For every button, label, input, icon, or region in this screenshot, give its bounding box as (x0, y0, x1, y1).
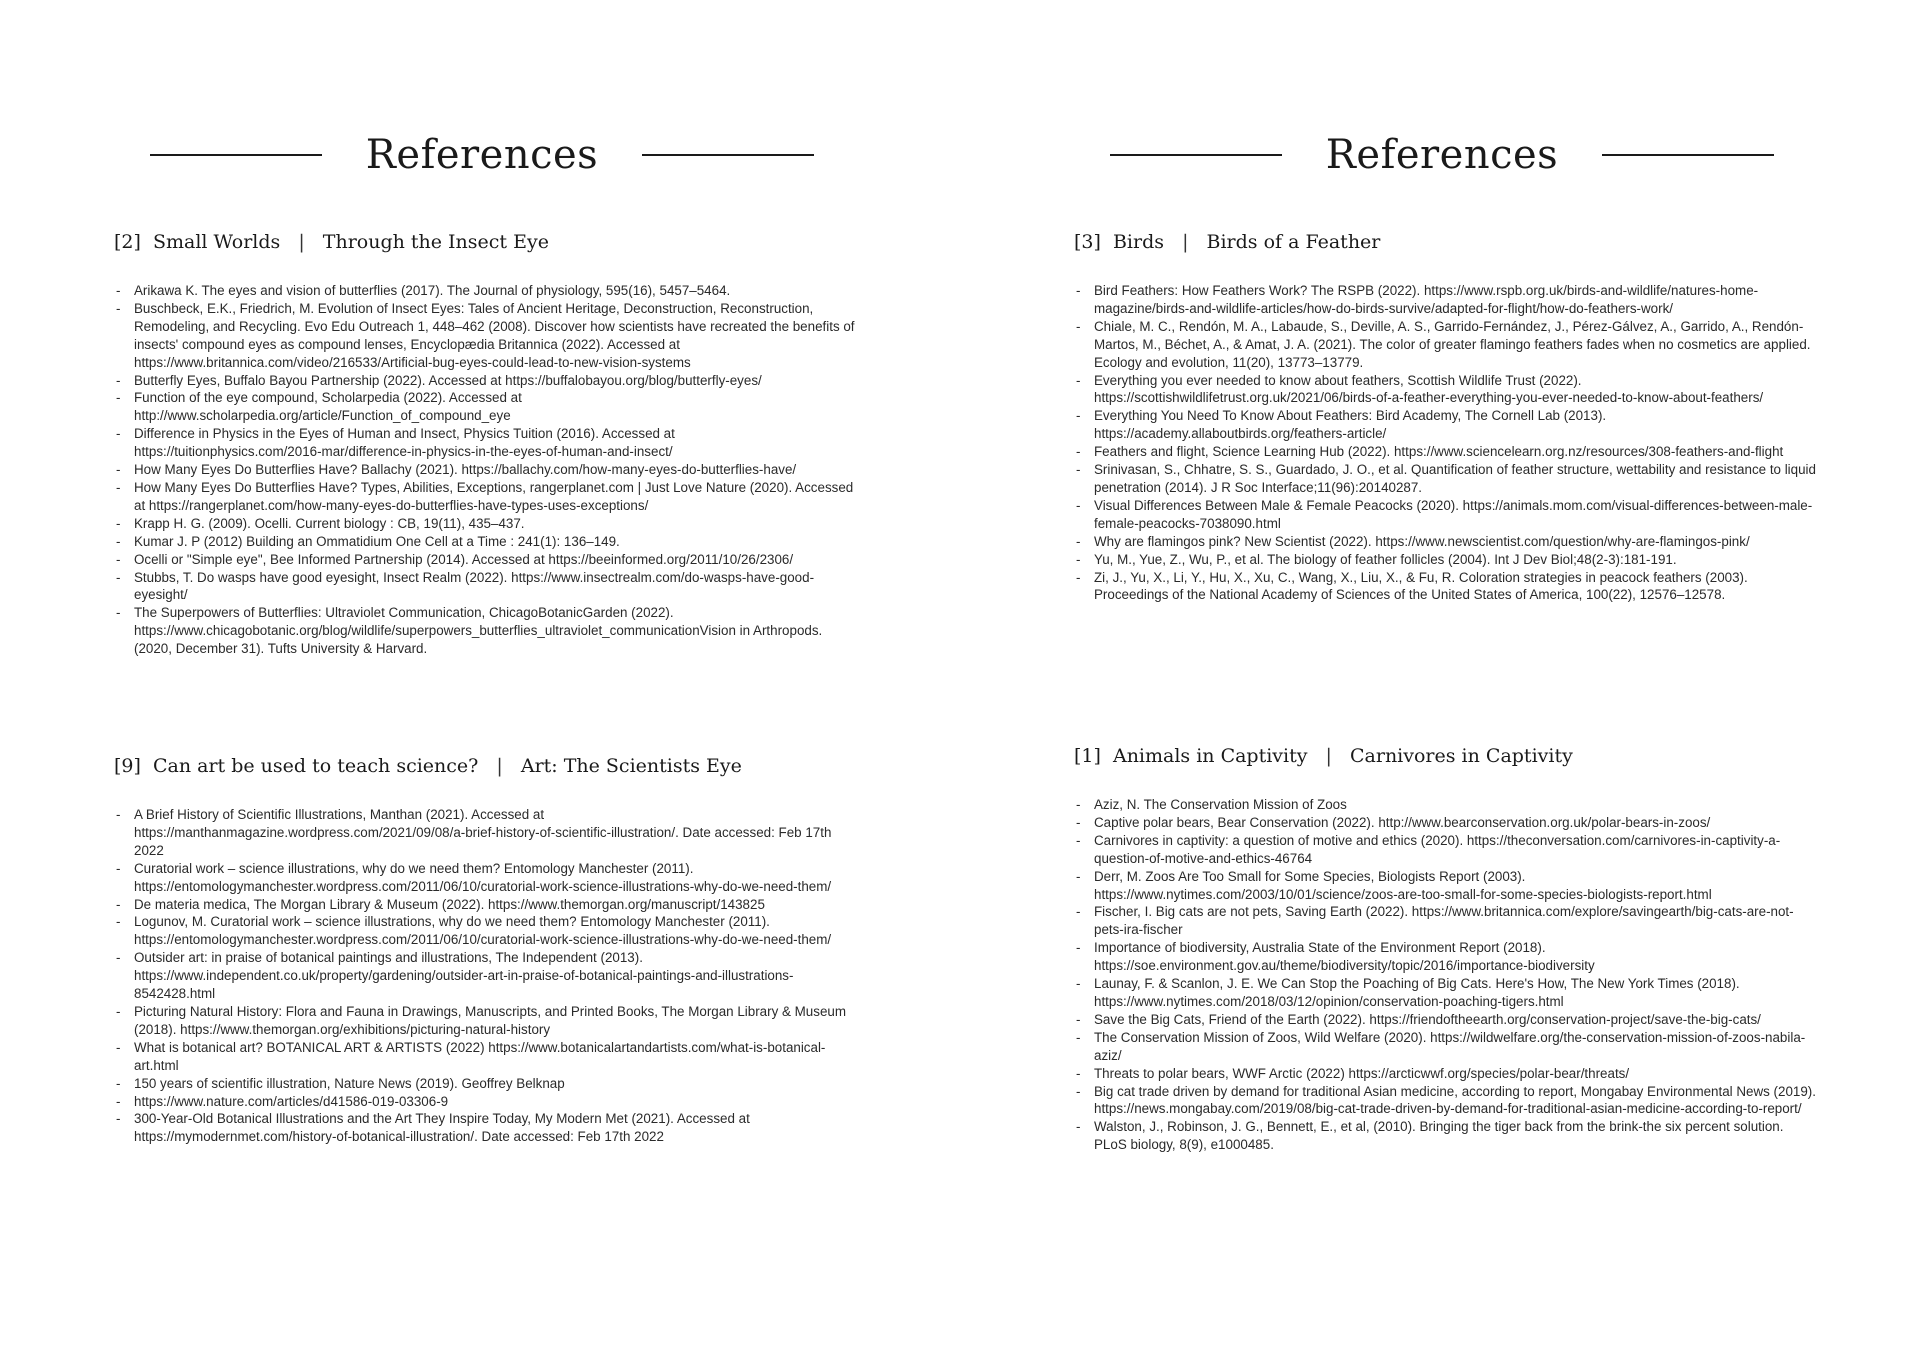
section-subtitle: Birds of a Feather (1206, 231, 1381, 253)
reference-item: - The Conservation Mission of Zoos, Wild Welfare (2020). https://wildwelfare.org/the-conservation-mission-of-zoos-nabila-aziz/ (1074, 1029, 1818, 1065)
reference-item: - Srinivasan, S., Chhatre, S. S., Guardado, J. O., et al. Quantification of feather structure, wettability and resistance to liquid penetration (2014). J R Soc Interface;11(96):20140287. (1074, 461, 1818, 497)
reference-item: - Derr, M. Zoos Are Too Small for Some Species, Biologists Report (2003). https://www.nytimes.com/2003/10/01/science/zoos-are-too-small-for-some-species-biologists-report.html (1074, 868, 1818, 904)
reference-item: - 150 years of scientific illustration, Nature News (2019). Geoffrey Belknap (114, 1075, 858, 1093)
reference-item: - Launay, F. & Scanlon, J. E. We Can Stop the Poaching of Big Cats. Here's How, The New York Times (2018). https://www.nytimes.com/2018/03/12/opinion/conservation-poaching-tigers.html (1074, 975, 1818, 1011)
reference-item: - How Many Eyes Do Butterflies Have? Ballachy (2021). https://ballachy.com/how-many-eyes-do-butterflies-have/ (114, 461, 858, 479)
reference-item: - Big cat trade driven by demand for traditional Asian medicine, according to report, Mongabay Environmental News (2019). https://news.mongabay.com/2019/08/big-cat-trade-driven-by-demand-for-traditional-asian-medicine-according-to-report/ (1074, 1083, 1818, 1119)
reference-item: - What is botanical art? BOTANICAL ART & ARTISTS (2022) https://www.botanicalartandartists.com/what-is-botanical-art.html (114, 1039, 858, 1075)
page-heading (1110, 127, 1774, 183)
page-title: References (1325, 132, 1559, 178)
reference-item: - Stubbs, T. Do wasps have good eyesight, Insect Realm (2022). https://www.insectrealm.com/do-wasps-have-good-eyesight/ (114, 569, 858, 605)
section-number: [1] (1074, 745, 1101, 767)
section-header (1074, 228, 1818, 256)
reference-item: - Kumar J. P (2012) Building an Ommatidium One Cell at a Time : 241(1): 136–149. (114, 533, 858, 551)
reference-item: - Zi, J., Yu, X., Li, Y., Hu, X., Xu, C., Wang, X., Liu, X., & Fu, R. Coloration strategies in peacock feathers (2003). Proceedings of the National Academy of Sciences of the United States of America, 100(22), 12576–12578. (1074, 569, 1818, 605)
section-topic: Birds (1112, 231, 1165, 253)
heading-rule-right (642, 154, 814, 156)
section-topic: Animals in Captivity (1112, 745, 1308, 767)
reference-item: - https://www.nature.com/articles/d41586-019-03306-9 (114, 1093, 858, 1111)
reference-list (1074, 796, 1818, 1154)
reference-item: - Everything you ever needed to know about feathers, Scottish Wildlife Trust (2022). https://scottishwildlifetrust.org.uk/2021/06/birds-of-a-feather-everything-you-ever-needed-to-know-about-feathers/ (1074, 372, 1818, 408)
reference-item: - Captive polar bears, Bear Conservation (2022). http://www.bearconservation.org.uk/polar-bears-in-zoos/ (1074, 814, 1818, 832)
reference-item: - Picturing Natural History: Flora and Fauna in Drawings, Manuscripts, and Printed Books, The Morgan Library & Museum (2018). https://www.themorgan.org/exhibitions/picturing-natural-history (114, 1003, 858, 1039)
reference-item: - Arikawa K. The eyes and vision of butterflies (2017). The Journal of physiology, 595(16), 5457–5464. (114, 282, 858, 300)
reference-item: - Feathers and flight, Science Learning Hub (2022). https://www.sciencelearn.org.nz/resources/308-feathers-and-flight (1074, 443, 1818, 461)
section-number: [2] (114, 231, 141, 253)
reference-item: - Carnivores in captivity: a question of motive and ethics (2020). https://theconversation.com/carnivores-in-captivity-a-question-of-motive-and-ethics-46764 (1074, 832, 1818, 868)
page-title: References (365, 132, 599, 178)
heading-rule-right (1602, 154, 1774, 156)
reference-item: - De materia medica, The Morgan Library & Museum (2022). https://www.themorgan.org/manuscript/143825 (114, 896, 858, 914)
reference-list (114, 806, 858, 1146)
reference-item: - Threats to polar bears, WWF Arctic (2022) https://arcticwwf.org/species/polar-bear/threats/ (1074, 1065, 1818, 1083)
right-page (960, 0, 1920, 1357)
reference-section (1074, 228, 1818, 604)
reference-item: - Buschbeck, E.K., Friedrich, M. Evolution of Insect Eyes: Tales of Ancient Heritage, Deconstruction, Reconstruction, Remodeling, and Recycling. Evo Edu Outreach 1, 448–462 (2008). Discover how scientists have recreated the benefits of insects' compound eyes as compound lenses, Encyclopædia Britannica (2022). Accessed at https://www.britannica.com/video/216533/Artificial-bug-eyes-could-lead-to-new-vision-systems (114, 300, 858, 372)
reference-item: - Aziz, N. The Conservation Mission of Zoos (1074, 796, 1818, 814)
page-heading (150, 127, 814, 183)
reference-section (114, 228, 858, 658)
section-number: [3] (1074, 231, 1101, 253)
reference-item: - A Brief History of Scientific Illustrations, Manthan (2021). Accessed at https://manthanmagazine.wordpress.com/2021/09/08/a-brief-history-of-scientific-illustration/. Date accessed: Feb 17th 2022 (114, 806, 858, 860)
reference-section (1074, 742, 1818, 1154)
reference-item: - Visual Differences Between Male & Female Peacocks (2020). https://animals.mom.com/visual-differences-between-male-female-peacocks-7038090.html (1074, 497, 1818, 533)
section-subtitle: Carnivores in Captivity (1350, 745, 1573, 767)
reference-item: - Fischer, I. Big cats are not pets, Saving Earth (2022). https://www.britannica.com/explore/savingearth/big-cats-are-not-pets-ira-fischer (1074, 903, 1818, 939)
section-subtitle: Art: The Scientists Eye (520, 755, 742, 777)
reference-item: - Importance of biodiversity, Australia State of the Environment Report (2018). https://soe.environment.gov.au/theme/biodiversity/topic/2016/importance-biodiversity (1074, 939, 1818, 975)
section-separator: | (496, 755, 503, 777)
reference-item: - Yu, M., Yue, Z., Wu, P., et al. The biology of feather follicles (2004). Int J Dev Biol;48(2-3):181-191. (1074, 551, 1818, 569)
section-header (114, 228, 858, 256)
section-number: [9] (114, 755, 141, 777)
reference-list (114, 282, 858, 658)
section-topic: Small Worlds (152, 231, 281, 253)
section-separator: | (1325, 745, 1332, 767)
reference-item: - Ocelli or "Simple eye", Bee Informed Partnership (2014). Accessed at https://beeinformed.org/2011/10/26/2306/ (114, 551, 858, 569)
reference-item: - Logunov, M. Curatorial work – science illustrations, why do we need them? Entomology Manchester (2011). https://entomologymanchester.wordpress.com/2011/06/10/curatorial-work-science-illustrations-why-do-we-need-them/ (114, 913, 858, 949)
reference-item: - The Superpowers of Butterflies: Ultraviolet Communication, ChicagoBotanicGarden (2022). https://www.chicagobotanic.org/blog/wildlife/superpowers_butterflies_ultraviolet_communicationVision in Arthropods. (2020, December 31). Tufts University & Harvard. (114, 604, 858, 658)
reference-item: - Outsider art: in praise of botanical paintings and illustrations, The Independent (2013). https://www.independent.co.uk/property/gardening/outsider-art-in-praise-of-botanical-paintings-and-illustrations-8542428.html (114, 949, 858, 1003)
reference-item: - Curatorial work – science illustrations, why do we need them? Entomology Manchester (2011). https://entomologymanchester.wordpress.com/2011/06/10/curatorial-work-science-illustrations-why-do-we-need-them/ (114, 860, 858, 896)
reference-section (114, 752, 858, 1146)
reference-list (1074, 282, 1818, 604)
reference-item: - Difference in Physics in the Eyes of Human and Insect, Physics Tuition (2016). Accessed at https://tuitionphysics.com/2016-mar/difference-in-physics-in-the-eyes-of-human-and-insect/ (114, 425, 858, 461)
section-header (1074, 742, 1818, 770)
reference-item: - Function of the eye compound, Scholarpedia (2022). Accessed at http://www.scholarpedia.org/article/Function_of_compound_eye (114, 389, 858, 425)
reference-item: - Butterfly Eyes, Buffalo Bayou Partnership (2022). Accessed at https://buffalobayou.org/blog/butterfly-eyes/ (114, 372, 858, 390)
heading-rule-left (150, 154, 322, 156)
section-separator: | (298, 231, 305, 253)
reference-item: - Bird Feathers: How Feathers Work? The RSPB (2022). https://www.rspb.org.uk/birds-and-wildlife/natures-home-magazine/birds-and-wildlife-articles/how-do-birds-survive/adapted-for-flight/how-do-feathers-work/ (1074, 282, 1818, 318)
section-separator: | (1182, 231, 1189, 253)
reference-item: - Save the Big Cats, Friend of the Earth (2022). https://friendoftheearth.org/conservation-project/save-the-big-cats/ (1074, 1011, 1818, 1029)
reference-item: - 300-Year-Old Botanical Illustrations and the Art They Inspire Today, My Modern Met (2021). Accessed at https://mymodernmet.com/history-of-botanical-illustration/. Date accessed: Feb 17th 2022 (114, 1110, 858, 1146)
reference-item: - Krapp H. G. (2009). Ocelli. Current biology : CB, 19(11), 435–437. (114, 515, 858, 533)
section-subtitle: Through the Insect Eye (322, 231, 549, 253)
reference-item: - Everything You Need To Know About Feathers: Bird Academy, The Cornell Lab (2013). https://academy.allaboutbirds.org/feathers-article/ (1074, 407, 1818, 443)
reference-item: - Chiale, M. C., Rendón, M. A., Labaude, S., Deville, A. S., Garrido-Fernández, J., Pérez-Gálvez, A., Garrido, A., Rendón-Martos, M., Béchet, A., & Amat, J. A. (2021). The color of greater flamingo feathers fades when no cosmetics are applied. Ecology and evolution, 11(20), 13773–13779. (1074, 318, 1818, 372)
reference-item: - How Many Eyes Do Butterflies Have? Types, Abilities, Exceptions, rangerplanet.com | Just Love Nature (2020). Accessed at https://rangerplanet.com/how-many-eyes-do-butterflies-have-types-uses-exceptions/ (114, 479, 858, 515)
reference-item: - Why are flamingos pink? New Scientist (2022). https://www.newscientist.com/question/why-are-flamingos-pink/ (1074, 533, 1818, 551)
heading-rule-left (1110, 154, 1282, 156)
section-topic: Can art be used to teach science? (152, 755, 479, 777)
reference-item: - Walston, J., Robinson, J. G., Bennett, E., et al, (2010). Bringing the tiger back from the brink-the six percent solution. PLoS biology, 8(9), e1000485. (1074, 1118, 1818, 1154)
section-header (114, 752, 858, 780)
